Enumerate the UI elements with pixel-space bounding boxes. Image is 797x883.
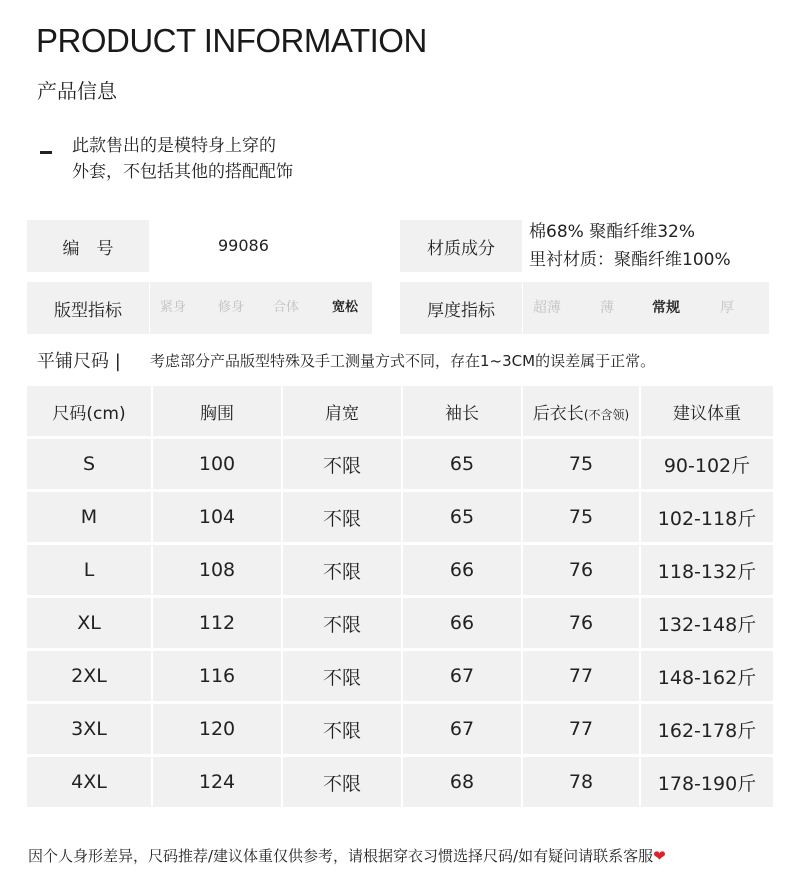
cell-back-length: 76 xyxy=(521,545,639,595)
cell-back-length: 75 xyxy=(521,439,639,489)
cell-size: 4XL xyxy=(27,757,151,807)
cell-chest: 116 xyxy=(151,651,281,701)
note-line-1: 此款售出的是模特身上穿的 xyxy=(72,136,276,156)
cell-sleeve: 67 xyxy=(401,704,521,754)
cell-sleeve: 67 xyxy=(401,651,521,701)
cell-shoulder: 不限 xyxy=(281,598,401,648)
cell-back-length: 76 xyxy=(521,598,639,648)
cell-chest: 104 xyxy=(151,492,281,542)
cell-weight: 162-178斤 xyxy=(639,704,773,754)
table-row xyxy=(27,651,773,701)
table-row xyxy=(27,598,773,648)
footer-text: 因个人身形差异，尺码推荐/建议体重仅供参考，请根据穿衣习惯选择尺码/如有疑问请联系客服 xyxy=(28,847,654,865)
product-note xyxy=(72,133,293,185)
cell-sleeve: 66 xyxy=(401,545,521,595)
cell-sleeve: 66 xyxy=(401,598,521,648)
cell-weight: 102-118斤 xyxy=(639,492,773,542)
material-line-2: 里衬材质：聚酯纤维100% xyxy=(529,250,731,270)
header-sleeve: 袖长 xyxy=(401,386,521,436)
table-row xyxy=(27,757,773,807)
header-size: 尺码(cm) xyxy=(27,386,151,436)
cell-shoulder: 不限 xyxy=(281,757,401,807)
cell-shoulder: 不限 xyxy=(281,651,401,701)
flat-size-notice: 考虑部分产品版型特殊及手工测量方式不同，存在1~3CM的误差属于正常。 xyxy=(150,352,656,370)
cell-weight: 132-148斤 xyxy=(639,598,773,648)
cell-weight: 178-190斤 xyxy=(639,757,773,807)
fit-options xyxy=(150,282,372,334)
fit-option-regular: 合体 xyxy=(273,300,300,315)
header-chest: 胸围 xyxy=(151,386,281,436)
thickness-option-regular: 常规 xyxy=(652,300,680,316)
header-shoulder: 肩宽 xyxy=(281,386,401,436)
cell-shoulder: 不限 xyxy=(281,704,401,754)
thickness-label: 厚度指标 xyxy=(400,282,522,334)
cell-size: XL xyxy=(27,598,151,648)
note-line-2: 外套，不包括其他的搭配配饰 xyxy=(72,162,293,182)
cell-back-length: 77 xyxy=(521,651,639,701)
heart-icon: ❤ xyxy=(653,847,666,865)
cell-back-length: 78 xyxy=(521,757,639,807)
cell-sleeve: 65 xyxy=(401,492,521,542)
cell-weight: 148-162斤 xyxy=(639,651,773,701)
material-line-1: 棉68% 聚酯纤维32% xyxy=(529,222,695,242)
cell-chest: 108 xyxy=(151,545,281,595)
table-row xyxy=(27,704,773,754)
code-label: 编 号 xyxy=(27,220,149,272)
footer-note xyxy=(28,845,666,866)
table-row xyxy=(27,545,773,595)
dash-marker xyxy=(40,151,52,154)
header-back-length xyxy=(521,386,639,436)
table-row xyxy=(27,492,773,542)
size-table xyxy=(27,383,773,810)
thickness-option-thin: 薄 xyxy=(600,300,614,316)
cell-chest: 100 xyxy=(151,439,281,489)
cell-sleeve: 68 xyxy=(401,757,521,807)
cell-size: M xyxy=(27,492,151,542)
cell-shoulder: 不限 xyxy=(281,439,401,489)
fit-label: 版型指标 xyxy=(27,282,149,334)
cell-chest: 124 xyxy=(151,757,281,807)
fit-option-tight: 紧身 xyxy=(160,300,187,315)
header-back-length-text: 后衣长 xyxy=(532,403,584,424)
cell-size: 3XL xyxy=(27,704,151,754)
cell-back-length: 75 xyxy=(521,492,639,542)
table-row xyxy=(27,439,773,489)
material-label: 材质成分 xyxy=(400,220,522,272)
cell-back-length: 77 xyxy=(521,704,639,754)
cell-size: 2XL xyxy=(27,651,151,701)
cell-weight: 118-132斤 xyxy=(639,545,773,595)
material-value xyxy=(529,218,731,274)
flat-size-label: 平铺尺码 | xyxy=(37,351,121,372)
cell-chest: 112 xyxy=(151,598,281,648)
header-back-length-note: (不含领) xyxy=(583,407,630,422)
fit-option-loose: 宽松 xyxy=(332,300,359,315)
cell-weight: 90-102斤 xyxy=(639,439,773,489)
table-header-row xyxy=(27,386,773,436)
cell-shoulder: 不限 xyxy=(281,545,401,595)
thickness-options xyxy=(523,282,769,334)
cell-sleeve: 65 xyxy=(401,439,521,489)
thickness-option-thick: 厚 xyxy=(720,300,734,316)
cell-shoulder: 不限 xyxy=(281,492,401,542)
thickness-option-ultrathin: 超薄 xyxy=(533,300,561,316)
cell-size: S xyxy=(27,439,151,489)
page-subtitle: 产品信息 xyxy=(37,79,117,103)
fit-option-slim: 修身 xyxy=(218,300,245,315)
cell-size: L xyxy=(27,545,151,595)
cell-chest: 120 xyxy=(151,704,281,754)
page-title: PRODUCT INFORMATION xyxy=(36,22,427,59)
header-weight: 建议体重 xyxy=(639,386,773,436)
code-value: 99086 xyxy=(218,236,269,255)
